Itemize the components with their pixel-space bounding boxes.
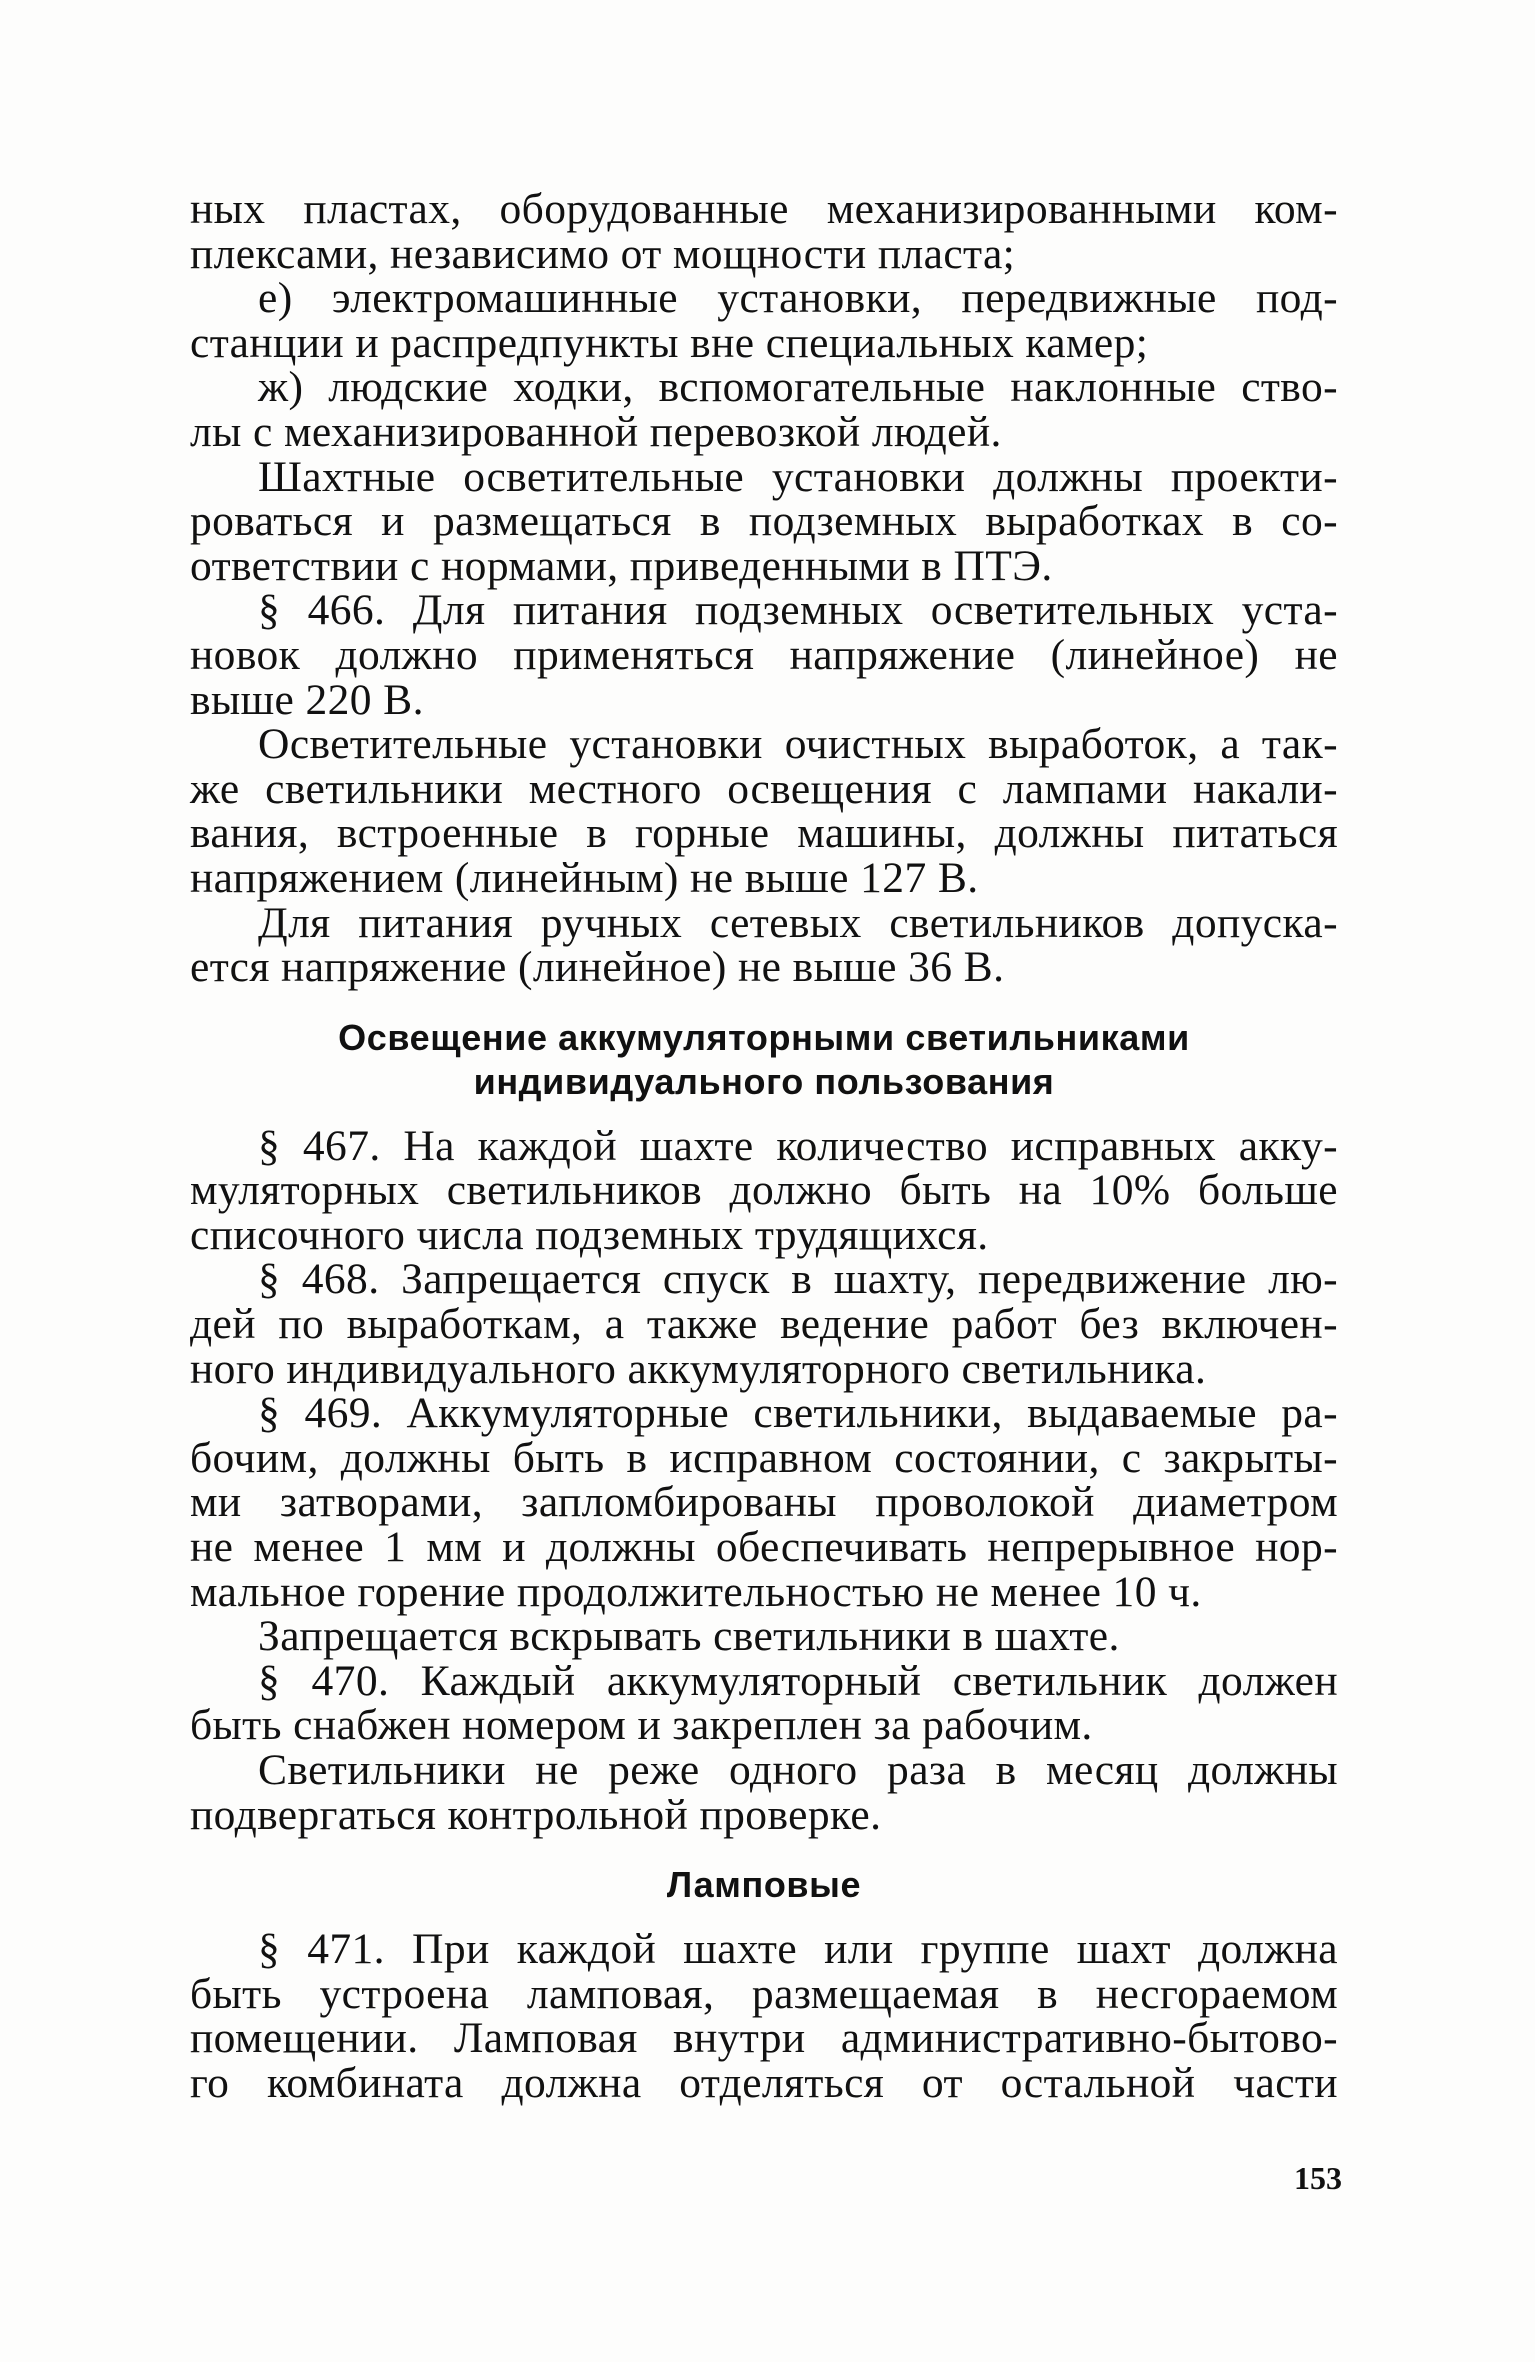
text-line: Для питания ручных сетевых светильников допуска-	[258, 898, 1338, 947]
text-line: § 471. При каждой шахте или группе шахт должна	[258, 1925, 1338, 1974]
text-line: роваться и размещаться в подземных выработках в со-	[190, 497, 1338, 546]
text-line: § 466. Для питания подземных осветительных уста-	[258, 586, 1338, 635]
text-line: муляторных светильников должно быть на 10% больше	[190, 1166, 1338, 1215]
text-line: плексами, независимо от мощности пласта;	[190, 229, 1016, 278]
text-line: бочим, должны быть в исправном состоянии, с закрыты-	[190, 1433, 1338, 1482]
text-line: го комбината должна отделяться от остальной части	[190, 2058, 1338, 2107]
text-line: ж) людские ходки, вспомогательные наклонные ство-	[258, 363, 1338, 412]
text-line: Осветительные установки очистных выработок, а так-	[258, 720, 1338, 769]
text-line: напряжением (линейным) не выше 127 В.	[190, 853, 979, 902]
text-line: ных пластах, оборудованные механизированными ком-	[190, 185, 1338, 233]
text-line: помещении. Ламповая внутри административно-бытово-	[190, 2014, 1338, 2063]
text-line: не менее 1 мм и должны обеспечивать непрерывное нор-	[190, 1523, 1338, 1572]
text-line: ется напряжение (линейное) не выше 36 В.	[190, 943, 1005, 992]
section-heading: Ламповые	[666, 1864, 862, 1906]
text-line: ми затворами, запломбированы проволокой диаметром	[190, 1478, 1338, 1527]
text-line: ного индивидуального аккумуляторного светильника.	[190, 1344, 1207, 1393]
text-line: мальное горение продолжительностью не менее 10 ч.	[190, 1567, 1202, 1616]
text-line: подвергаться контрольной проверке.	[190, 1790, 882, 1839]
text-line: Шахтные осветительные установки должны проекти-	[258, 452, 1338, 501]
text-line: § 470. Каждый аккумуляторный светильник должен	[258, 1656, 1338, 1705]
body-text	[190, 187, 1338, 2106]
section-heading: Освещение аккумуляторными светильниками	[338, 1016, 1190, 1058]
text-line: быть устроена ламповая, размещаемая в несгораемом	[190, 1969, 1338, 2018]
section-heading: индивидуального пользования	[473, 1060, 1055, 1102]
text-line: списочного числа подземных трудящихся.	[190, 1210, 989, 1259]
text-line: § 469. Аккумуляторные светильники, выдаваемые ра-	[258, 1389, 1338, 1438]
text-line: быть снабжен номером и закреплен за рабочим.	[190, 1701, 1093, 1750]
text-line: е) электромашинные установки, передвижные под-	[258, 274, 1338, 323]
text-line: Запрещается вскрывать светильники в шахте.	[258, 1612, 1120, 1661]
text-line: § 467. На каждой шахте количество исправных акку-	[258, 1121, 1338, 1170]
text-line: выше 220 В.	[190, 675, 424, 724]
text-line: дей по выработкам, а также ведение работ без включен-	[190, 1300, 1338, 1349]
text-line: лы с механизированной перевозкой людей.	[190, 407, 1002, 456]
text-line: § 468. Запрещается спуск в шахту, передвижение лю-	[258, 1255, 1338, 1304]
page-number: 153	[1294, 2160, 1342, 2196]
text-line: Светильники не реже одного раза в месяц должны	[258, 1746, 1338, 1794]
text-line: новок должно применяться напряжение (линейное) не	[190, 630, 1338, 679]
text-line: станции и распредпункты вне специальных камер;	[190, 318, 1149, 367]
text-line: ответствии с нормами, приведенными в ПТЭ.	[190, 541, 1053, 590]
text-line: же светильники местного освещения с лампами накали-	[190, 764, 1338, 813]
text-line: вания, встроенные в горные машины, должны питаться	[190, 809, 1338, 858]
